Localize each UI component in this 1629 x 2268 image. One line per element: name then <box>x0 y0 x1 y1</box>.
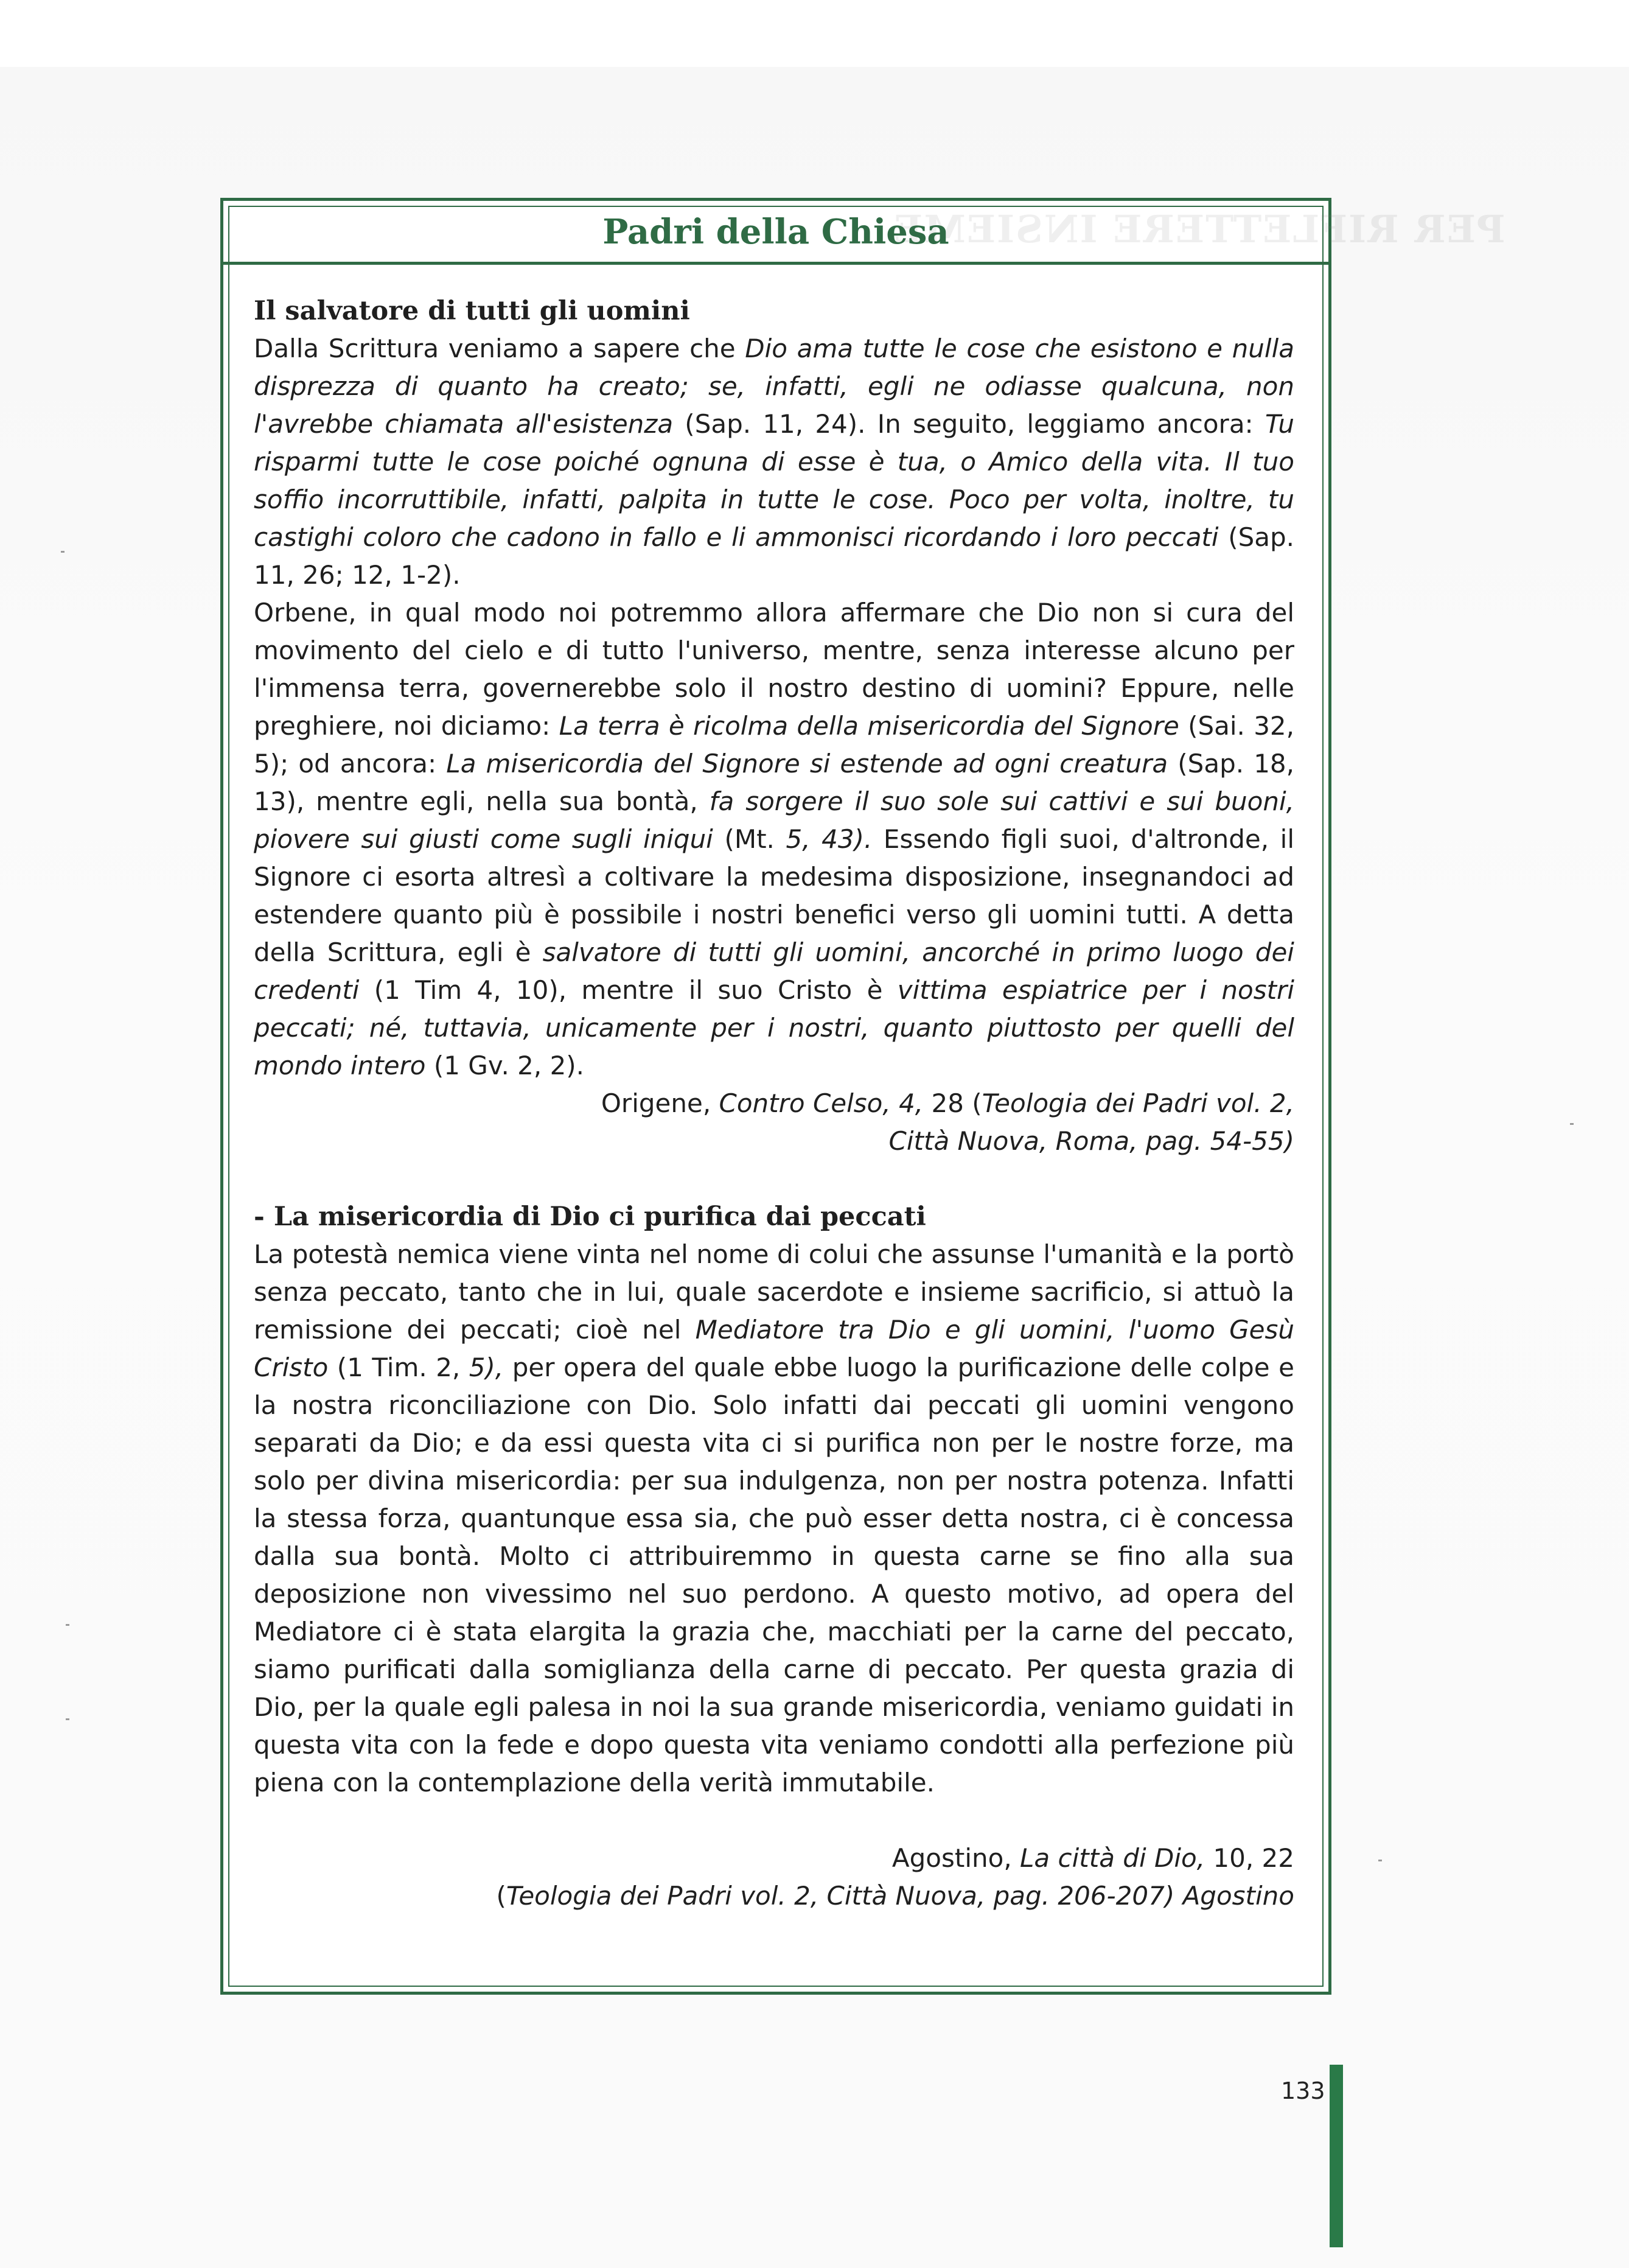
citation-1-line-2 <box>254 1122 1294 1160</box>
section-1-paragraph-1 <box>254 330 1294 594</box>
citation-1-line-1 <box>254 1085 1294 1122</box>
text-run: per opera del quale ebbe luogo la purificazione delle colpe e la nostra riconciliazione con Dio. Solo infatti dai peccati gli uomini vengono separati da Dio; e da essi questa vita ci si purifica non per le nostre forze, ma solo per divina misericordia: per sua indulgenza, non per nostra potenza. Infatti la stessa forza, quantunque essa sia, che può esser detta nostra, ci è concessa dalla sua bontà. Molto ci attribuiremmo in questa carne se fino alla sua deposizione non vivessimo nel suo perdono. A questo motivo, ad opera del Mediatore ci è stata elargita la grazia che, macchiati per la carne del peccato, siamo purificati dalla somiglianza della carne di peccato. Per questa grazia di Dio, per la quale egli palesa in noi la sua grande misericordia, veniamo guidati in questa vita con la fede e dopo questa vita veniamo condotti alla perfezione più piena con la contemplazione della verità immutabile. <box>254 1353 1294 1797</box>
box-title: Padri della Chiesa <box>602 212 949 252</box>
speck <box>66 1624 69 1626</box>
text-run: Essendo figli suoi, d'altronde, il Signore ci esorta altresì a coltivare la medesima disposizione, insegnandoci ad estendere quanto più è possibile i nostri benefici verso gli uomini tutti. A detta della Scrittura, egli è <box>254 824 1294 967</box>
citation-source: Teologia dei Padri vol. 2, Città Nuova, pag. 206-207) <box>506 1881 1175 1911</box>
show-through-text: PER RIFLETTERE INSIEME <box>893 207 1505 251</box>
citation-author: Origene, <box>601 1088 719 1118</box>
speck <box>66 1718 69 1720</box>
text-run: (Sap. 11, 26; 12, 1-2). <box>254 522 1294 590</box>
section-heading-2: - La misericordia di Dio ci purifica dai peccati <box>254 1202 926 1232</box>
citation-2-line-1 <box>254 1839 1294 1877</box>
section-heading-1: Il salvatore di tutti gli uomini <box>254 296 690 326</box>
speck <box>1378 1860 1382 1861</box>
text-run: (Sap. 11, 24). In seguito, leggiamo ancora: <box>673 409 1265 439</box>
quote-run: salvatore di tutti gli uomini, ancorché in primo luogo dei credenti <box>254 937 1294 1005</box>
citation-work: La città di Dio, <box>1020 1843 1205 1873</box>
text-run: (1 Tim 4, 10), mentre il suo Cristo è <box>359 975 898 1005</box>
text-run: (1 Gv. 2, 2). <box>425 1051 585 1080</box>
quote-run: 5, 43). <box>786 824 873 854</box>
quote-run: vittima espiatrice per i nostri peccati; né, tuttavia, unicamente per i nostri, quanto piuttosto per quelli del mondo intero <box>254 975 1294 1080</box>
citation-ref: 28 ( <box>923 1088 982 1118</box>
citation-source: Teologia dei Padri vol. 2, <box>982 1088 1294 1118</box>
page-tab-marker <box>1330 2065 1343 2247</box>
citation-source: Città Nuova, Roma, pag. 54-55) <box>888 1126 1294 1156</box>
quote-run: Dio ama tutte le cose che esistono e nulla disprezza di quanto ha creato; se, infatti, egli ne odiasse qualcuna, non l'avrebbe chiamata all'esistenza <box>254 334 1294 439</box>
text-run: (1 Tim. 2, <box>328 1353 469 1382</box>
text-run: La potestà nemica viene vinta nel nome di colui che assunse l'umanità e la portò senza peccato, tanto che in lui, quale sacerdote e insieme sacrificio, si attuò la remissione dei peccati; cioè nel <box>254 1239 1294 1345</box>
box-header <box>223 201 1505 265</box>
quote-run: La terra è ricolma della misericordia del Signore <box>559 711 1179 741</box>
spacer <box>254 1802 1294 1839</box>
section-2-paragraph-1 <box>254 1236 1294 1802</box>
page-number: 133 <box>1281 2077 1325 2104</box>
text-run: Dalla Scrittura veniamo a sapere che <box>254 334 745 363</box>
text-run: (Sap. 18, 13), mentre egli, nella sua bontà, <box>254 749 1294 816</box>
citation-work: Contro Celso, 4, <box>719 1088 924 1118</box>
quote-run: 5), <box>469 1353 504 1382</box>
citation-author: Agostino <box>1174 1881 1294 1911</box>
quote-run: fa sorgere il suo sole sui cattivi e sui buoni, piovere sui giusti come sugli iniqui <box>254 786 1294 854</box>
citation-paren: ( <box>496 1881 506 1911</box>
section-1-paragraph-2 <box>254 594 1294 1085</box>
quote-run: Mediatore tra Dio e gli uomini, l'uomo Gesù Cristo <box>254 1315 1294 1382</box>
citation-author: Agostino, <box>891 1843 1020 1873</box>
citation-ref: 10, 22 <box>1205 1843 1294 1873</box>
quote-run: La misericordia del Signore si estende ad ogni creatura <box>446 749 1168 779</box>
speck <box>1570 1123 1574 1125</box>
text-run: (Mt. <box>713 824 786 854</box>
spacer <box>254 1160 1294 1198</box>
box-content <box>254 292 1294 1915</box>
citation-2-line-2 <box>254 1877 1294 1915</box>
text-run: (Sai. 32, 5); od ancora: <box>254 711 1294 779</box>
sidebar-box <box>220 198 1505 1995</box>
quote-run: Tu risparmi tutte le cose poiché ognuna di esse è tua, o Amico della vita. Il tuo soffio incorruttibile, infatti, palpita in tutte le cose. Poco per volta, inoltre, tu castighi coloro che cadono in fallo e li ammonisci ricordando i loro peccati <box>254 409 1294 552</box>
text-run: Orbene, in qual modo noi potremmo allora affermare che Dio non si cura del movimento del cielo e di tutto l'universo, mentre, senza interesse alcuno per l'immensa terra, governerebbe solo il nostro destino di uomini? Eppure, nelle preghiere, noi diciamo: <box>254 598 1294 741</box>
speck <box>61 551 65 553</box>
